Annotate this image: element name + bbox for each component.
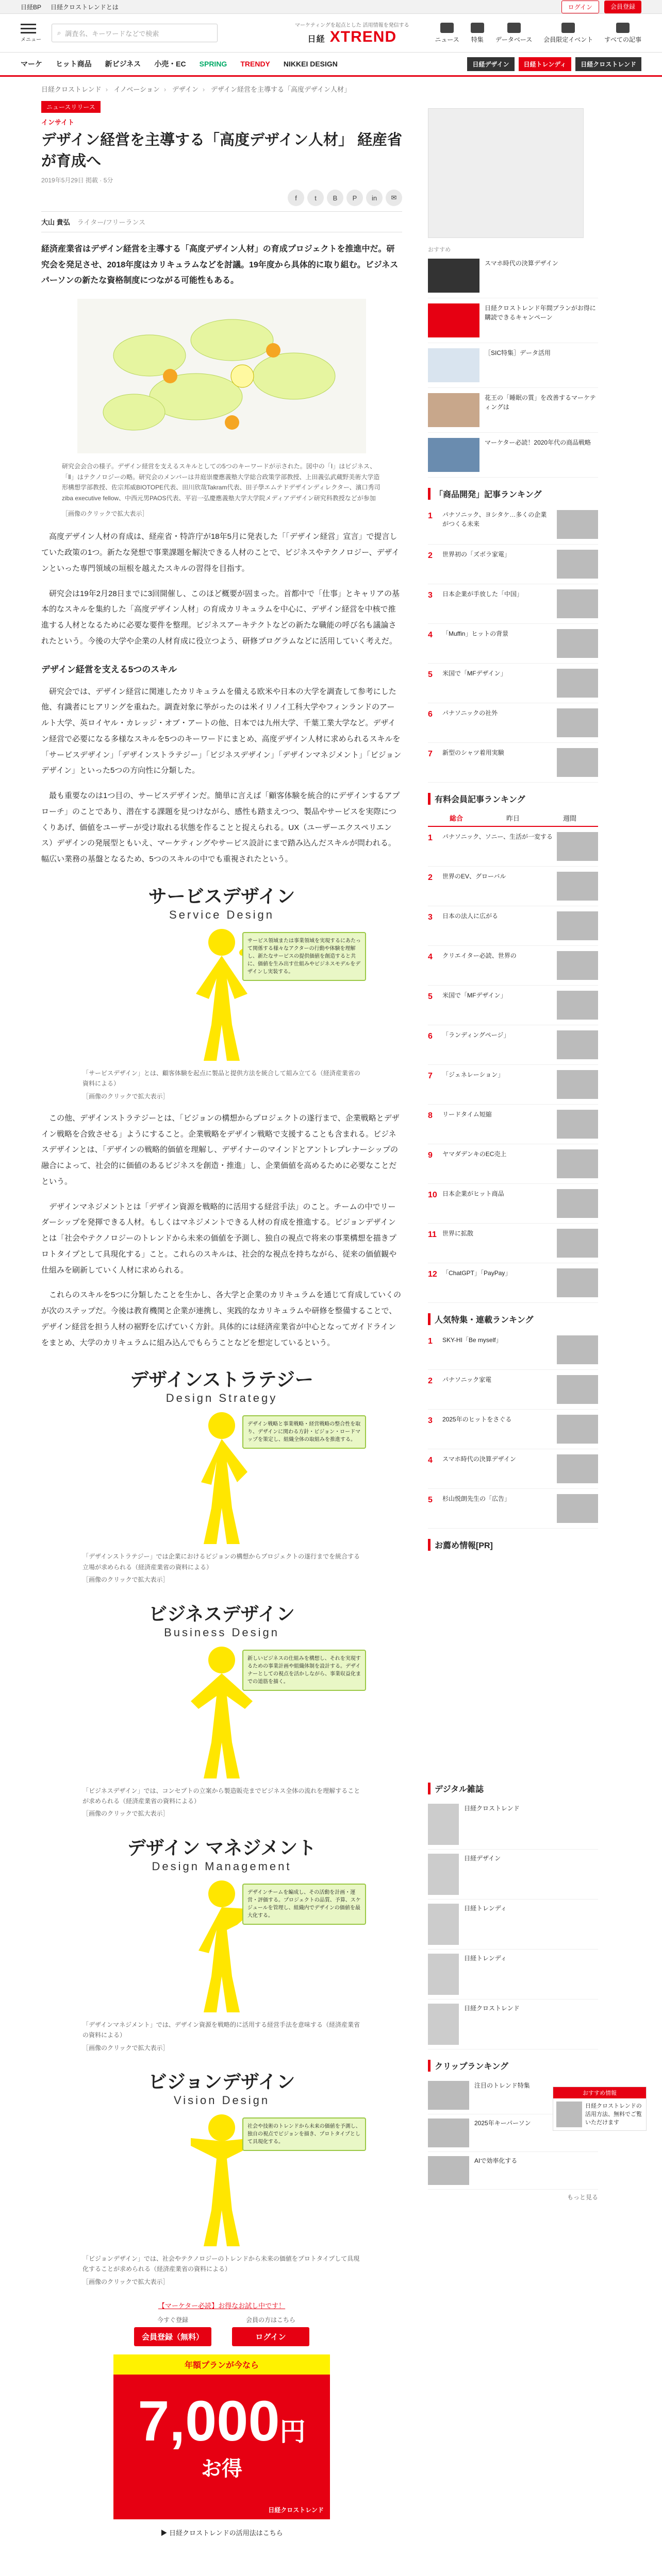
figure-enlarge[interactable]: ［画像のクリックで拡大表示］	[82, 1092, 169, 1100]
gnav-item-hit[interactable]: ヒット商品	[56, 60, 92, 68]
floating-ad-text: 日経クロストレンドの活用方法、無料でご覧いただけます	[585, 2103, 642, 2126]
author-role: ライター/フリーランス	[77, 218, 145, 227]
header-nav	[435, 23, 641, 44]
gnav-item-marketing[interactable]: マーケ	[21, 60, 42, 68]
author-row	[41, 211, 402, 232]
facebook-icon[interactable]: f	[288, 190, 304, 206]
design-title-jp: ビジネスデザイン	[148, 1603, 295, 1624]
design-title-jp: デザイン マネジメント	[127, 1837, 317, 1858]
article-lead: 経済産業省はデザイン経営を主導する「高度デザイン人材」の育成プロジェクトを推進中だ。研究会を発足させ、2018年度はカリキュラムなどを討議。19年度から具体的に取り組む。ビジネスパーソンの新たな資格制度につながる可能性もある。	[41, 245, 399, 285]
floating-ad-bar: おすすめ情報	[553, 2087, 646, 2098]
hatena-icon[interactable]: B	[327, 190, 343, 206]
ranking-item[interactable]: 2 パナソニック家電	[428, 1370, 598, 1410]
ranking-title: 有料会員記事ランキング	[428, 793, 598, 805]
digital-magazine[interactable]: 日経デザイン	[428, 1850, 598, 1900]
figure-caption: 「デザインストラテジー」では企業におけるビジョンの構想からプロジェクトの遂行までを統合する立場が求められる（経済産業省の資料による）	[82, 1553, 360, 1571]
ranking-item[interactable]: 4 「Muffin」ヒットの背景	[428, 624, 598, 664]
gnav-item-design[interactable]: NIKKEI DESIGN	[283, 60, 338, 68]
article-category[interactable]: インサイト	[41, 118, 75, 126]
paragraph: この他、デザインストラテジーとは、「ビジョンの構想からプロジェクトの遂行まで、企業戦略とデザイン戦略を合致させる」ようにすること。企業戦略をデザイン戦略で支援することも含まれる。ビジネスデザインとは、「デザインの戦略的価値を理解し、デザイナーのマインドとアントレプレナーシップの融合によって、社会的に価値のあるビジネスを創造・推進」し、企業価値を高めるために必要なことだという。	[41, 1113, 400, 1186]
logo-tagline: マーケティングを起点とした 活用情報を発信する	[295, 22, 409, 28]
breadcrumb-item: デザイン経営を主導する「高度デザイン人材」	[210, 86, 351, 93]
tab-yesterday[interactable]: 昨日	[506, 815, 520, 822]
ranking-item[interactable]: 3 日本企業が手放した「中国」	[428, 584, 598, 624]
digital-magazine[interactable]: 日経トレンディ	[428, 1900, 598, 1950]
sidebar-article[interactable]: 日経クロストレンド年間プランがお得に購読できるキャンペーン	[428, 298, 598, 343]
floating-ad-thumb	[556, 2102, 582, 2127]
global-nav	[0, 53, 662, 77]
event-icon	[561, 23, 575, 33]
figure-business-design[interactable]	[41, 1600, 402, 1819]
ranking-item[interactable]: 1 パナソニック、ヨシタケ…多くの企業がつくる未来	[428, 505, 598, 545]
search-input[interactable]	[52, 24, 218, 42]
speech-bubble: デザイン戦略と事業戦略・経営戦略の整合性を取り、デザインに関わる方針・ビジョン・ロードマップを策定し、組織全体の取組みを推進する。	[242, 1415, 366, 1449]
article-main	[41, 101, 402, 2537]
promo-unit: 円	[279, 2417, 306, 2447]
design-title-jp: ビジョンデザイン	[148, 2071, 295, 2092]
nikkeibp-link[interactable]: 日経BP	[21, 3, 42, 11]
ranking-item[interactable]: 7 「ジェネレーション」	[428, 1065, 598, 1105]
logo-name: XTREND	[329, 28, 397, 45]
breadcrumb-item[interactable]: イノベーション	[113, 86, 160, 93]
ranking-item[interactable]: 2 世界のEV、グローバル	[428, 867, 598, 906]
mail-icon[interactable]: ✉	[386, 190, 402, 206]
cta-login-label: 会員の方はこちら	[245, 2316, 295, 2324]
figure-caption: 「ビジネスデザイン」では、コンセプトの立案から製造販売までビジネス全体の流れを理解することが求められる（経済産業省の資料による）	[82, 1787, 360, 1805]
site-logo[interactable]	[295, 21, 409, 46]
sidebar-article[interactable]: ［SIC特集］データ活用	[428, 343, 598, 388]
pr-title: お薦め情報[PR]	[428, 1539, 598, 1551]
ad-slot[interactable]	[428, 108, 584, 238]
pocket-icon[interactable]: P	[346, 190, 363, 206]
search-placeholder: 調査名、キーワードなどで検索	[65, 29, 159, 38]
design-title-en: Design Strategy	[166, 1392, 278, 1405]
about-link[interactable]: 日経クロストレンドとは	[51, 3, 119, 11]
promo-small: お得	[201, 2458, 242, 2481]
meeting-illustration	[77, 299, 366, 453]
promo-banner[interactable]	[113, 2354, 330, 2519]
paragraph: デザインマネジメントとは「デザイン資源を戦略的に活用する経営手法」のこと。チームの中でリーダーシップを発揮できる人材。もしくはマネジメントできる人材の育成を推進する。ビジョンデザインとは「社会やテクノロジーのトレンドから未来の価値を予測し、独自の視点で将来の事業構想を描きプロトタイプとして具現化する」こと。これらのスキルは、社会的な視点を持ちながら、従来の価値観や仕組みを刷新していく人材に求められる。	[41, 1202, 397, 1275]
sidebar	[428, 101, 598, 2537]
figure-enlarge[interactable]: ［画像のクリックで拡大表示］	[82, 1576, 169, 1584]
design-title-en: Vision Design	[173, 2094, 270, 2107]
author-name[interactable]: 大山 貴弘	[41, 218, 70, 227]
hamburger-icon	[21, 24, 36, 33]
article-date: 2019年5月29日 掲載 · 5分	[41, 177, 113, 184]
ranking-item[interactable]: 11 世界に拡散	[428, 1224, 598, 1263]
ranking-item[interactable]: 2 世界初の「ズボラ家電」	[428, 545, 598, 584]
figure-design-management[interactable]	[41, 1834, 402, 2053]
cta-row	[41, 2315, 402, 2346]
more-link[interactable]: もっと見る	[567, 2194, 598, 2201]
gnav-item-spring[interactable]: SPRING	[199, 60, 227, 68]
clip-item[interactable]: 注目のトレンド特集	[428, 2077, 598, 2114]
list-icon	[616, 23, 630, 33]
clip-item[interactable]: AIで効率化する	[428, 2152, 598, 2190]
ad-label: おすすめ	[428, 247, 451, 253]
header-nav-news[interactable]: ニュース	[435, 23, 459, 44]
digital-magazine[interactable]: 日経クロストレンド	[428, 1800, 598, 1850]
cta-link[interactable]: 【マーケター必読】お得なお試し中です！	[158, 2302, 286, 2310]
ranking-item[interactable]: 5 米国で「MFデザイン」	[428, 986, 598, 1025]
figure-caption: 「デザインマネジメント」では、デザイン資源を戦略的に活用する経営手法を意味する（経済産業省の資料による）	[82, 2021, 360, 2039]
clip-title: クリップランキング	[428, 2060, 598, 2072]
figure-meeting[interactable]	[41, 299, 402, 519]
figure-enlarge[interactable]: ［画像のクリックで拡大表示］	[82, 2044, 169, 2052]
figure-caption: 「サービスデザイン」とは、顧客体験を起点に製品と提供方法を統合して組み立てる（経済産業省の資料による）	[82, 1069, 360, 1088]
ranking-item[interactable]: 5 米国で「MFデザイン」	[428, 664, 598, 703]
figure-enlarge[interactable]: ［画像のクリックで拡大表示］	[82, 2278, 169, 2285]
news-icon	[440, 23, 454, 33]
linkedin-icon[interactable]: in	[366, 190, 383, 206]
cta-register-label: 今すぐ登録	[157, 2316, 188, 2324]
top-utility-bar	[0, 0, 662, 14]
gnav-item-retail[interactable]: 小売・EC	[154, 60, 186, 68]
article-tag[interactable]: ニュースリリース	[41, 101, 101, 113]
feature-icon	[471, 23, 484, 33]
digital-magazine[interactable]: 日経クロストレンド	[428, 1999, 598, 2049]
figure-vision-design[interactable]	[41, 2067, 402, 2287]
design-title-en: Service Design	[169, 908, 274, 921]
ranking-item[interactable]: 1 SKY-HI「Be myself」	[428, 1330, 598, 1370]
breadcrumb-item[interactable]: デザイン	[172, 86, 198, 93]
ranking-item[interactable]: 6 「ランディングページ」	[428, 1025, 598, 1065]
register-button[interactable]: 会員登録	[604, 1, 641, 13]
ranking-item[interactable]: 3 2025年のヒットをさぐる	[428, 1410, 598, 1449]
article-title: デザイン経営を主導する「高度デザイン人材」 経産省が育成へ	[41, 132, 402, 170]
promo-brand: 日経クロストレンド	[268, 2506, 324, 2514]
speech-bubble: 新しいビジネスの仕組みを構想し、それを実現するための事業計画や組織体制を設計する。デザイナーとしての視点を活かしながら、事業収益化までの道筋を描く。	[242, 1650, 366, 1691]
ranking-item[interactable]: 1 パナソニック、ソニー、生活が一変する	[428, 827, 598, 867]
badge-nikkei-trendy[interactable]: 日経トレンディ	[519, 57, 572, 71]
breadcrumb-item[interactable]: 日経クロストレンド	[41, 86, 102, 93]
ranking-item[interactable]: 7 新型のシャツ着用実験	[428, 743, 598, 783]
paragraph: 最も重要なのは1つ目の、サービスデザインだ。簡単に言えば「顧客体験を統合的にデザインするアプローチ」のことであり、潜在する課題を見つけながら、感性も踏まえつつ、製品やサービスを実際につくりあげ、価値をユーザーが受け取れる状態を作ることと捉えられる。UX（ユーザーエクスペリエンス）デザインの発展型ともいえ、マーケティングやサービス設計にまで踏み込んだスキルが問われる。幅広い業務の基盤となるため、5つのスキルの中でも重視されたという。	[41, 791, 400, 864]
figure-service-design[interactable]	[41, 882, 402, 1101]
section-heading: デザイン経営を支える5つのスキル	[41, 664, 177, 674]
logo-nikkei: 日経	[307, 35, 325, 44]
paragraph: これらのスキルを5つに分類したことを生かし、各大学と企業のカリキュラムを通じて育成していくのが次のステップだ。今後は教育機関と企業が連携し、実践的なカリキュラムや研修を整備することで、デザイン経営を担う人材の裾野を広げていく方針。具体的には経済産業省が中心となってガイドラインをまとめ、大学のカリキュラムに組み込んでもらうことなどを想定しているという。	[41, 1291, 402, 1347]
header-nav-database[interactable]: データベース	[495, 23, 532, 44]
database-icon	[507, 23, 521, 33]
ranking-item[interactable]: 5 杉山悦朗先生の「広告」	[428, 1489, 598, 1529]
speech-bubble: 社会や技術のトレンドから未来の価値を予測し、独自の視点でビジョンを描き、プロトタイプとして具現化する。	[242, 2117, 366, 2151]
sidebar-article[interactable]: 花王の「睡眠の質」を改善するマーケティングは	[428, 388, 598, 433]
ranking-title: 「商品開発」記事ランキング	[428, 488, 598, 500]
site-header	[0, 14, 662, 53]
ranking-item[interactable]: 12 「ChatGPT」「PayPay」	[428, 1263, 598, 1303]
ranking-item[interactable]: 9 ヤマダデンキのEC売上	[428, 1144, 598, 1184]
ranking-item[interactable]: 8 リードタイム短縮	[428, 1105, 598, 1144]
ranking-item[interactable]: 4 クリエイター必読、世界の	[428, 946, 598, 986]
clip-item[interactable]: 2025年キーパーソン	[428, 2114, 598, 2152]
digital-title: デジタル雑誌	[428, 1783, 598, 1794]
register-free-button[interactable]: 会員登録（無料）	[134, 2327, 211, 2346]
figure-design-strategy[interactable]	[41, 1365, 402, 1585]
sidebar-article[interactable]: スマホ時代の決算デザイン	[428, 253, 598, 298]
tab-weekly[interactable]: 週間	[562, 815, 576, 822]
search-icon: ⌕	[57, 29, 61, 37]
share-buttons	[41, 190, 402, 206]
cta-login-button[interactable]: ログイン	[232, 2327, 309, 2346]
badge-nikkei-design[interactable]: 日経デザイン	[467, 57, 514, 71]
header-nav-events[interactable]: 会員限定イベント	[543, 23, 593, 44]
ranking-item[interactable]: 10 日本企業がヒット商品	[428, 1184, 598, 1224]
design-title-jp: サービスデザイン	[148, 885, 295, 907]
paragraph: 研究会では、デザイン経営に関連したカリキュラムを備える欧米や日本の大学を調査して参考にした他、有識者にヒアリングを重ねた。調査対象に挙がったのは米イリノイ工科大学やフィンランドのアールト大学、英ロイヤル・カレッジ・オブ・アートの他、日本では九州大学、千葉工業大学など。デザイン経営で必要になる多様なスキルを5つのキーワードにまとめ、高度デザイン人材に求められるスキルを「サービスデザイン」「デザインストラテジー」「ビジネスデザイン」「デザインマネジメント」「ビジョンデザイン」といった5つの方向性に分類した。	[41, 687, 402, 775]
promo-top: 年額プランが今なら	[113, 2354, 330, 2375]
design-title-jp: デザインストラテジー	[130, 1369, 313, 1391]
header-nav-all[interactable]: すべての記事	[604, 23, 641, 44]
ranking-item[interactable]: 6 パナソニックの社外	[428, 703, 598, 743]
badge-nikkei-xtrend[interactable]: 日経クロストレンド	[575, 57, 641, 71]
design-title-en: Business Design	[164, 1625, 279, 1639]
digital-magazine[interactable]: 日経トレンディ	[428, 1950, 598, 1999]
sidebar-article[interactable]: マーケター必読！2020年代の商品戦略	[428, 433, 598, 478]
ranking-title: 人気特集・連載ランキング	[428, 1313, 598, 1325]
figure-caption: 研究会会合の様子。デザイン経営を支えるスキルとしての5つのキーワードが示された。図中の「Ⅰ」はビジネス、「Ⅱ」はテクノロジーの略。研究会のメンバーは井庭崇慶應義塾大学総合政策学部教授、上田義弘武蔵野美術大学造形構想学部教授、佐宗邦威BIOTOPE代表、田川欣哉Takram代表、田子學エムテドデザインディレクター、濱口秀司ziba executive fellow、中西元男PAOS代表、平岩一弘慶應義塾大学大学院メディアデザイン研究科教授などが参加	[62, 463, 380, 502]
design-title-en: Design Management	[152, 1859, 292, 1873]
menu-label: メニュー	[21, 37, 41, 43]
speech-bubble: デザインチームを編成し、その活動を計画・運営・評価する。プロジェクトの品質、予算、スケジュールを管理し、組織内でデザインの価値を最大化する。	[242, 1884, 366, 1925]
gnav-item-trendy[interactable]: TRENDY	[240, 60, 270, 68]
tab-total[interactable]: 総合	[449, 815, 463, 822]
figure-enlarge[interactable]: ［画像のクリックで拡大表示］	[62, 510, 148, 517]
pr-slot	[428, 1556, 598, 1772]
menu-button[interactable]	[21, 24, 41, 43]
login-button[interactable]: ログイン	[561, 1, 599, 13]
ranking-tabs	[428, 810, 598, 827]
promo-amount: 7,000	[138, 2389, 280, 2453]
twitter-icon[interactable]: t	[307, 190, 324, 206]
figure-enlarge[interactable]: ［画像のクリックで拡大表示］	[82, 1810, 169, 1818]
paragraph: 研究会は19年2月28日までに3回開催し、このほど概要が固まった。首都中で「仕事」とキャリアの基本的なスキルを集約した「高度デザイン人材」の育成カリキュラムを中心に、デザイン経営を中核で推進する人材となるために必要な要件を整理。ビジネスアーキテクトなどの新たな職能の呼び名も議論されたという。今後の大学や企業の人材育成に役立つよう、研修プログラムなどに活用していく考えだ。	[41, 589, 400, 646]
header-nav-feature[interactable]: 特集	[471, 23, 484, 44]
paragraph: 高度デザイン人材の育成は、経産省・特許庁が18年5月に発表した「「デザイン経営」宣言」で提言していた政策の1つ。新たな発想で事業課題を解決できる人材のことで、ビジネスやテクノロジー、デザインといった専門領域の垣根を越えたスキルの習得を目指す。	[41, 532, 400, 573]
gnav-item-newbiz[interactable]: 新ビジネス	[105, 60, 141, 68]
figure-caption: 「ビジョンデザイン」では、社会やテクノロジーのトレンドから未来の価値をプロトタイプして具現化することが求められる（経済産業省の資料による）	[82, 2255, 360, 2273]
ranking-item[interactable]: 4 スマホ時代の決算デザイン	[428, 1449, 598, 1489]
guide-link[interactable]: ▶ 日経クロストレンドの活用法はこちら	[160, 2529, 283, 2537]
ranking-item[interactable]: 3 日本の法人に広がる	[428, 906, 598, 946]
speech-bubble: サービス領域または事業領域を実現するにあたって関係する様々なアクターの行動や体験を理解し、新たなサービスの提供価値を創造すると共に、価値を生み出す仕組みやビジネスモデルをデザインし実装する。	[242, 932, 366, 981]
breadcrumb: 日経クロストレンド › イノベーション › デザイン › デザイン経営を主導する「高度デザイン人材」	[41, 86, 351, 93]
floating-ad[interactable]	[553, 2087, 647, 2131]
